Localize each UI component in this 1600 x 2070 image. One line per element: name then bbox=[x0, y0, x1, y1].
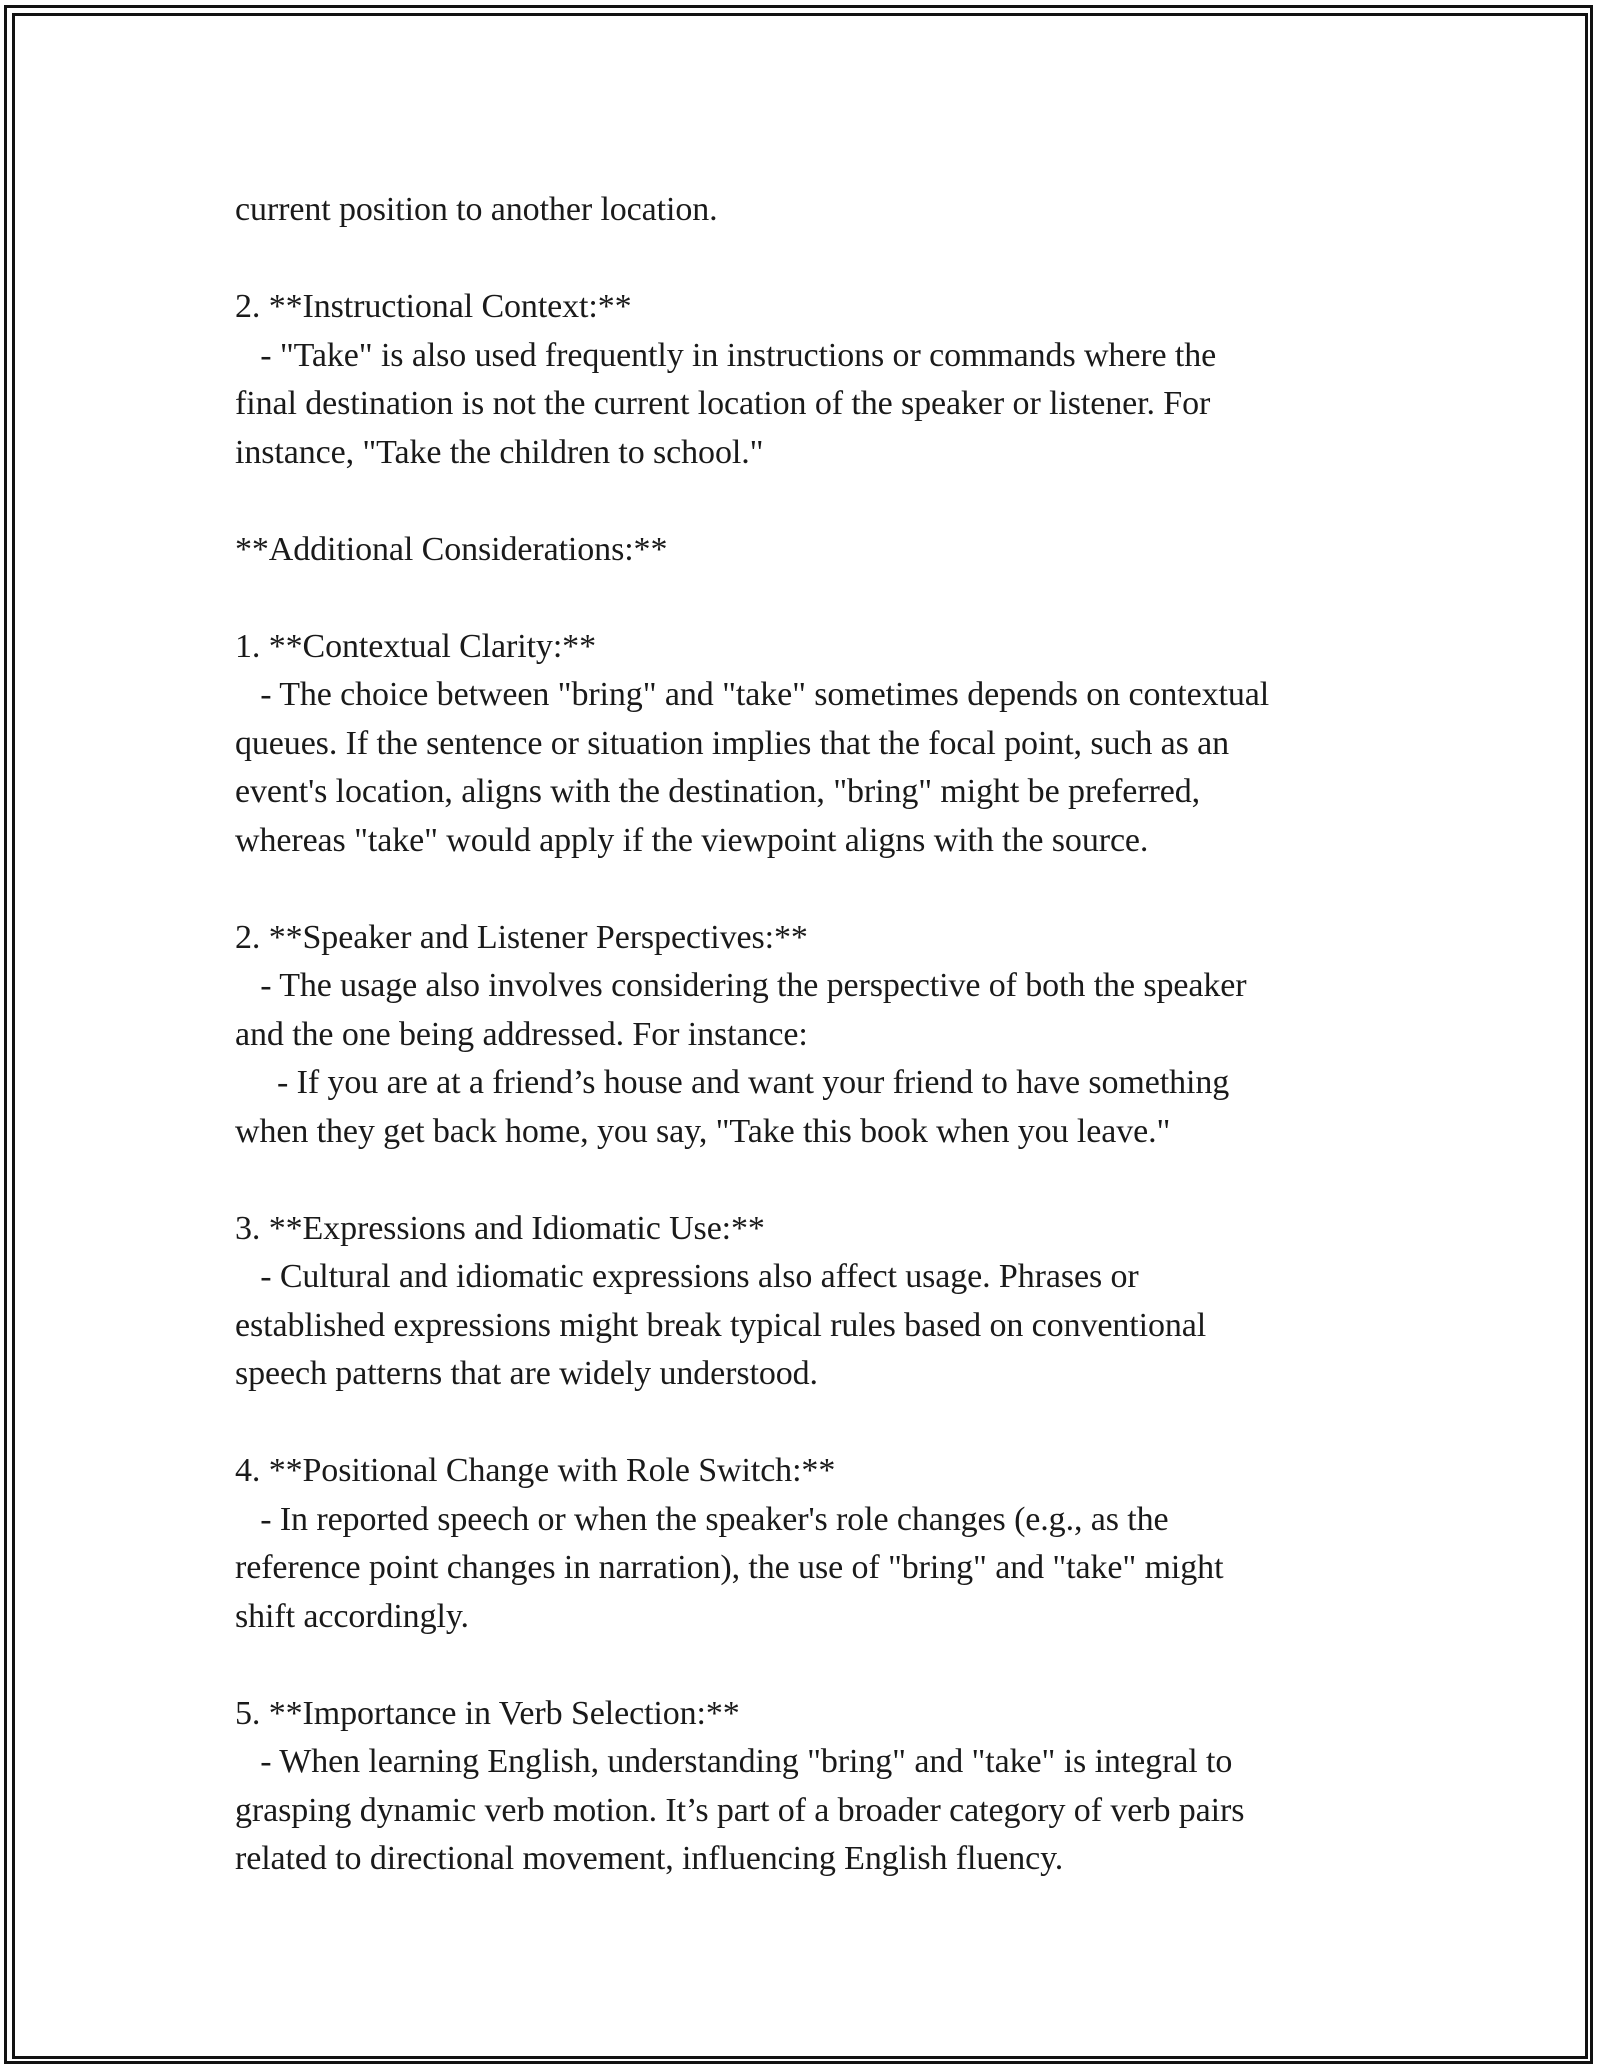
section-heading: 5. **Importance in Verb Selection:** bbox=[235, 1694, 740, 1732]
paragraph-line: - In reported speech or when the speaker's role changes (e.g., as the bbox=[235, 1500, 1169, 1538]
paragraph-line: queues. If the sentence or situation implies that the focal point, such as an bbox=[235, 724, 1230, 762]
section-contextual-clarity bbox=[235, 623, 1395, 866]
spacer bbox=[235, 865, 1395, 914]
section-instructional-context bbox=[235, 283, 1395, 477]
spacer bbox=[235, 1156, 1395, 1205]
spacer bbox=[235, 235, 1395, 284]
paragraph-line: grasping dynamic verb motion. It’s part of a broader category of verb pairs bbox=[235, 1791, 1245, 1829]
spacer bbox=[235, 574, 1395, 623]
paragraph-line: - Cultural and idiomatic expressions also affect usage. Phrases or bbox=[235, 1258, 1139, 1295]
section-expressions-idiomatic-use bbox=[235, 1205, 1395, 1399]
spacer bbox=[235, 477, 1395, 526]
document-body bbox=[235, 186, 1395, 1884]
intro-line: current position to another location. bbox=[235, 191, 718, 228]
section-heading: 2. **Instructional Context:** bbox=[235, 288, 632, 325]
section-speaker-listener-perspectives bbox=[235, 914, 1395, 1157]
paragraph-line: and the one being addressed. For instance: bbox=[235, 1015, 808, 1053]
paragraph-line: when they get back home, you say, "Take this book when you leave." bbox=[235, 1112, 1171, 1150]
section-heading: 4. **Positional Change with Role Switch:** bbox=[235, 1452, 836, 1489]
paragraph-line: - The usage also involves considering the perspective of both the speaker bbox=[235, 967, 1247, 1004]
paragraph-line: final destination is not the current location of the speaker or listener. For bbox=[235, 385, 1211, 422]
paragraph-line: whereas "take" would apply if the viewpoint aligns with the source. bbox=[235, 821, 1149, 859]
spacer bbox=[235, 1641, 1395, 1690]
paragraph-line: established expressions might break typical rules based on conventional bbox=[235, 1306, 1207, 1344]
section-heading: **Additional Considerations:** bbox=[235, 530, 668, 568]
section-importance-verb-selection bbox=[235, 1690, 1395, 1884]
section-additional-considerations bbox=[235, 526, 1395, 575]
section-positional-change bbox=[235, 1447, 1395, 1641]
section-heading: 1. **Contextual Clarity:** bbox=[235, 627, 596, 665]
paragraph-line: instance, "Take the children to school." bbox=[235, 433, 764, 471]
section-heading: 3. **Expressions and Idiomatic Use:** bbox=[235, 1209, 765, 1247]
paragraph-line: - When learning English, understanding "bring" and "take" is integral to bbox=[235, 1743, 1233, 1780]
paragraph-line: - If you are at a friend’s house and want your friend to have something bbox=[235, 1064, 1230, 1101]
paragraph-line: reference point changes in narration), the use of "bring" and "take" might bbox=[235, 1549, 1224, 1586]
paragraph-line: speech patterns that are widely understood. bbox=[235, 1355, 818, 1392]
paragraph-line: event's location, aligns with the destination, "bring" might be preferred, bbox=[235, 773, 1201, 810]
section-heading: 2. **Speaker and Listener Perspectives:** bbox=[235, 918, 808, 956]
paragraph-line: - "Take" is also used frequently in instructions or commands where the bbox=[235, 336, 1217, 374]
paragraph-line: related to directional movement, influencing English fluency. bbox=[235, 1840, 1064, 1877]
paragraph-line: - The choice between "bring" and "take" sometimes depends on contextual bbox=[235, 676, 1270, 713]
paragraph-line: shift accordingly. bbox=[235, 1597, 469, 1635]
spacer bbox=[235, 1399, 1395, 1448]
